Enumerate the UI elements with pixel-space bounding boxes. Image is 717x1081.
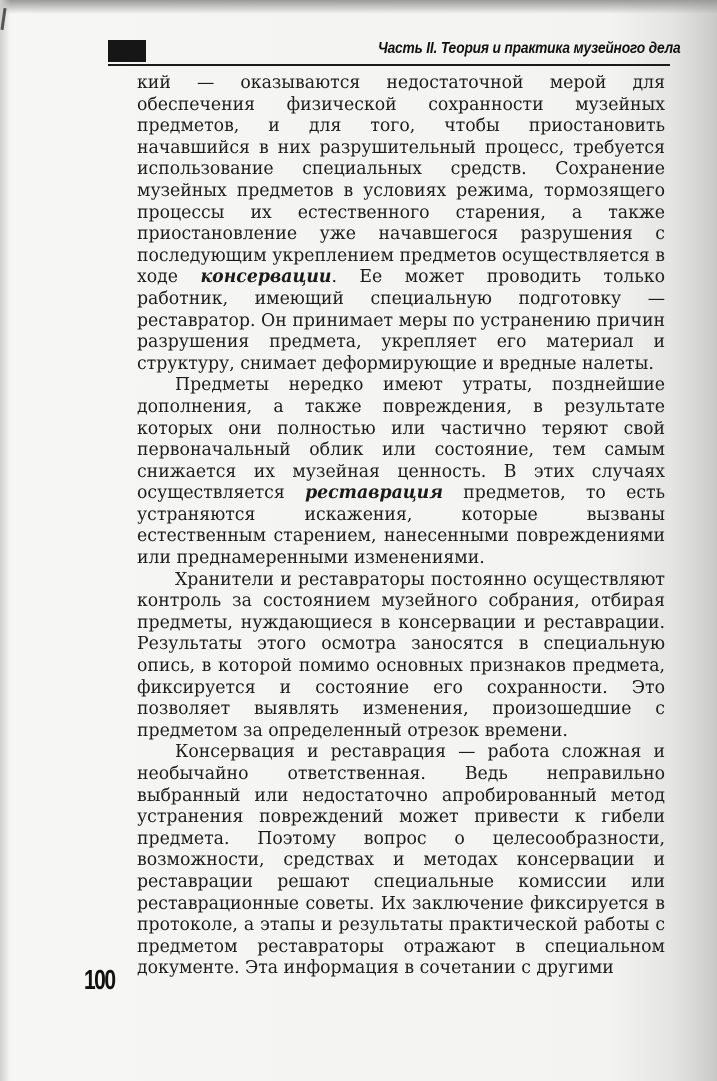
running-head: Часть II. Теория и практика музейного дела [378, 40, 681, 57]
header-black-block [108, 40, 146, 62]
paragraph-4: Консервация и реставрация — работа сложная и необычайно ответственная. Ведь неправильно выбранный или недостаточно апробированный метод устранения повреждений может привести к гибели предмета. Поэтому вопрос о целесообразности, возможности, средствах и методах консервации и реставрации решают специальные комиссии или реставрационные советы. Их заключение фиксируется в протоколе, а этапы и результаты практической работы с предметом реставраторы отражают в специальном документе. Эта информация в сочетании с другими [137, 742, 665, 979]
page-number: 100 [84, 964, 115, 995]
paragraph-2: Предметы нередко имеют утраты, позднейшие дополнения, а также повреждения, в результате которых они полностью или частично теряют свой первоначальный облик или состояние, тем самым снижается их музейная ценность. В этих случаях осуществляется реставрация предметов, то есть устраняются искажения, которые вызваны естественным старением, нанесенными повреждениями или преднамеренными изменениями. [137, 375, 665, 569]
term-restoration: реставрация [305, 483, 443, 504]
scan-left-shadow [0, 0, 10, 1081]
paragraph-3: Хранители и реставраторы постоянно осуществляют контроль за состоянием музейного собрания, отбирая предметы, нуждающиеся в консервации и реставрации. Результаты этого осмотра заносятся в специальную опись, в которой помимо основных признаков предмета, фиксируется и состояние его сохранности. Это позволяет выявлять изменения, произошедшие с предметом за определенный отрезок времени. [137, 569, 665, 741]
scan-top-shadow [0, 0, 717, 14]
body-text [137, 73, 665, 980]
header-rule [108, 64, 670, 66]
term-conservation: консервации [200, 267, 332, 288]
paragraph-1: кий — оказываются недостаточной мерой для обеспечения физической сохранности музейных предметов, и для того, чтобы приостановить начавшийся в них разрушительный процесс, требуется использование специальных средств. Сохранение музейных предметов в условиях режима, тормозящего процессы их естественного старения, а также приостановление уже начавшегося разрушения с последующим укреплением предметов осуществляется в ходе консервации. Ее может проводить только работник, имеющий специальную подготовку — реставратор. Он принимает меры по устранению причин разрушения предмета, укрепляет его материал и структуру, снимает деформирующие и вредные налеты. [137, 73, 665, 374]
